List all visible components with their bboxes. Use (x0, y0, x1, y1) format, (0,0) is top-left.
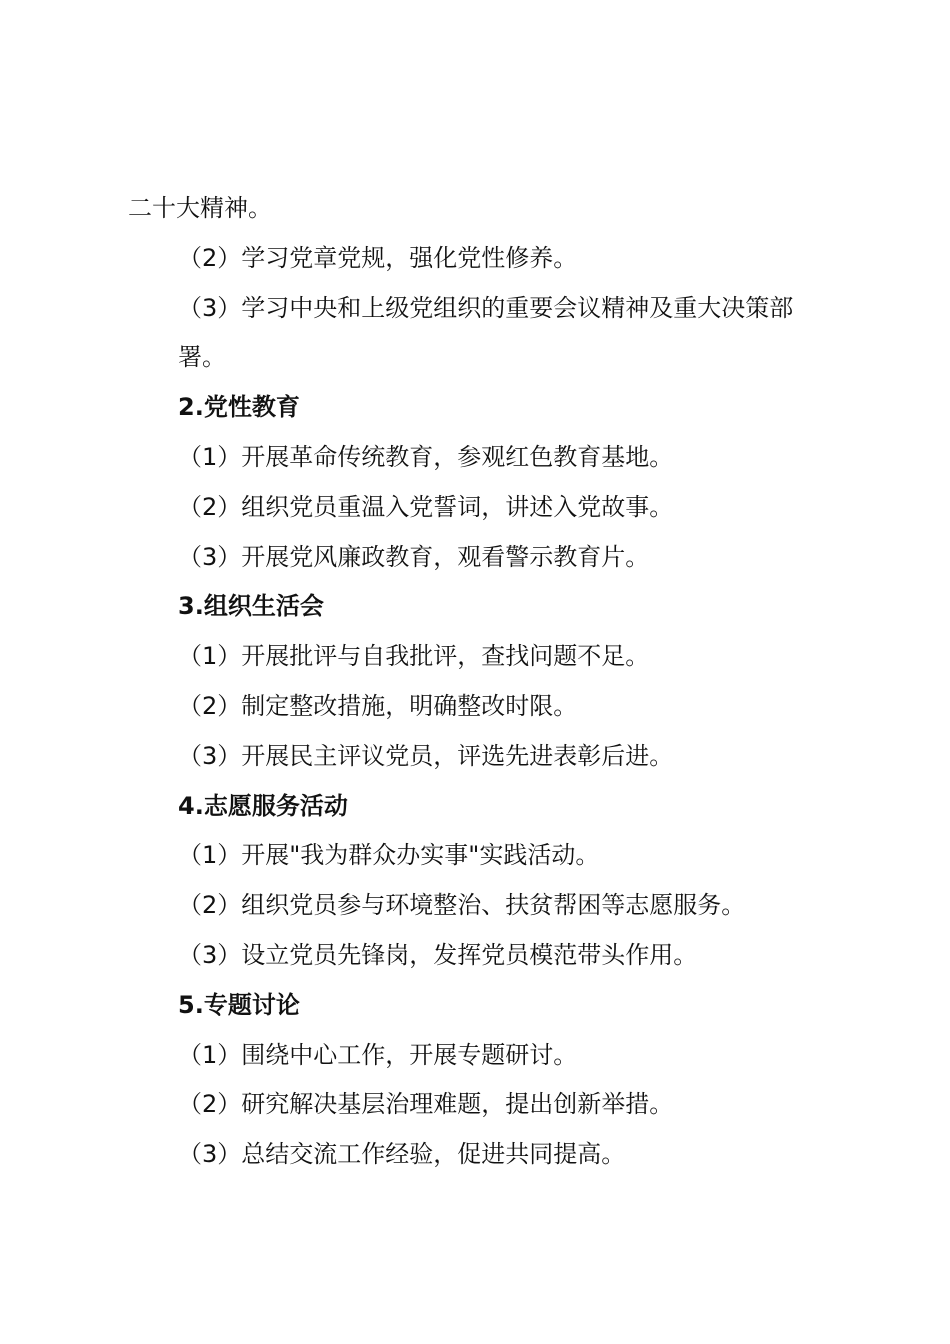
list-item: （1）开展批评与自我批评，查找问题不足。 (178, 642, 650, 671)
list-item: （3）设立党员先锋岗，发挥党员模范带头作用。 (178, 940, 698, 969)
list-item: （2）组织党员重温入党誓词，讲述入党故事。 (178, 492, 674, 521)
section-heading: 2.党性教育 (178, 393, 300, 422)
continuation-text: 二十大精神。 (128, 194, 272, 222)
list-item: （1）开展革命传统教育，参观红色教育基地。 (178, 442, 674, 471)
list-item: （3）开展党风廉政教育，观看警示教育片。 (178, 542, 650, 571)
study-item: （3）学习中央和上级党组织的重要会议精神及重大决策部署。 (178, 293, 794, 372)
list-item: （1）开展"我为群众办实事"实践活动。 (178, 841, 600, 870)
list-item: （2）组织党员参与环境整治、扶贫帮困等志愿服务。 (178, 891, 746, 920)
section-heading: 4.志愿服务活动 (178, 791, 348, 820)
document-body (128, 184, 838, 1180)
section-heading: 5.专题讨论 (178, 990, 300, 1019)
list-item: （3）开展民主评议党员，评选先进表彰后进。 (178, 741, 674, 770)
study-item: （2）学习党章党规，强化党性修养。 (178, 243, 578, 272)
list-item: （3）总结交流工作经验，促进共同提高。 (178, 1140, 626, 1169)
list-item: （2）制定整改措施，明确整改时限。 (178, 691, 578, 720)
section-heading: 3.组织生活会 (178, 592, 324, 621)
list-item: （2）研究解决基层治理难题，提出创新举措。 (178, 1090, 674, 1119)
list-item: （1）围绕中心工作，开展专题研讨。 (178, 1040, 578, 1069)
